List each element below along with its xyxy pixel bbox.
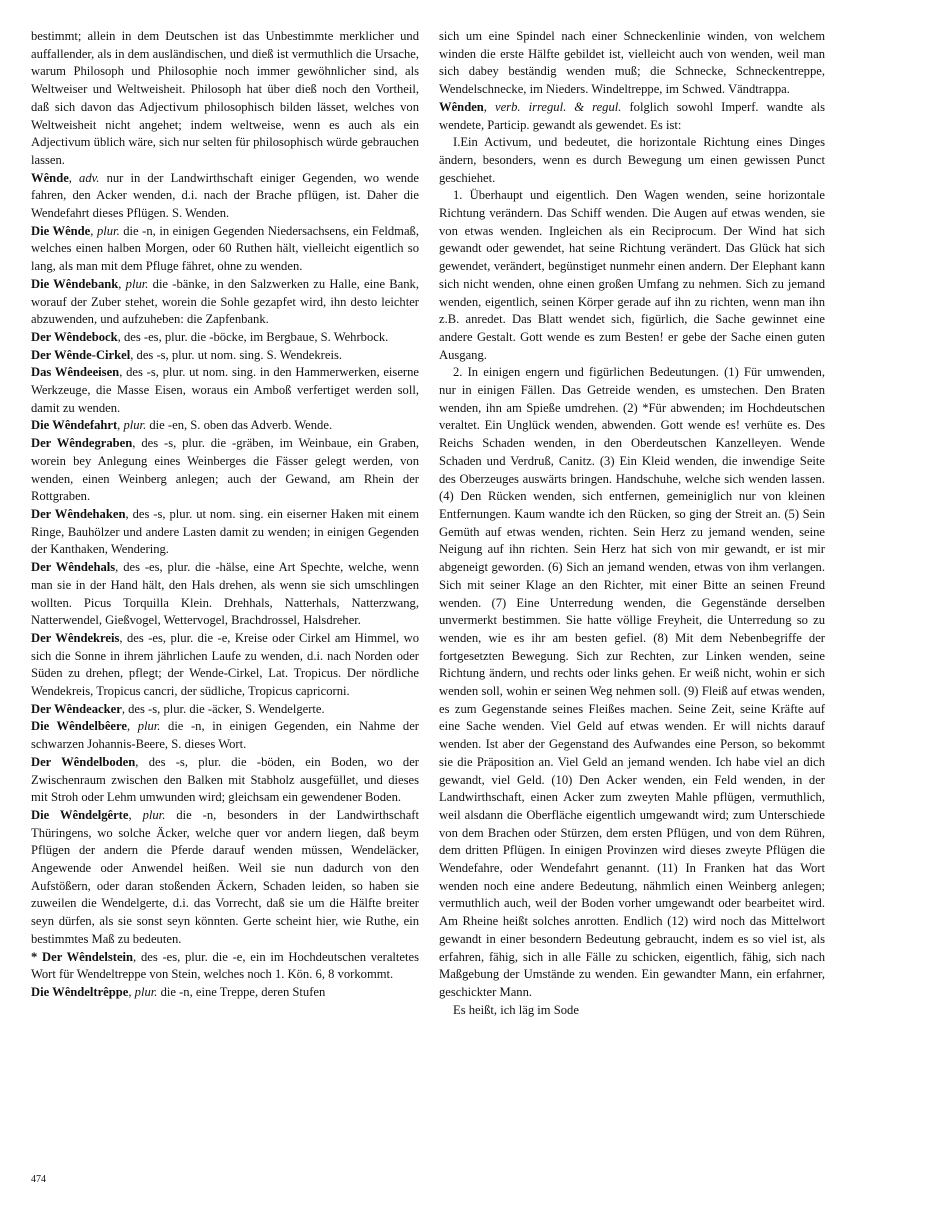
entry-text: die -n, in einigen Gegenden Niedersachsens, ein Feldmaß, welches einen halben Morgen, oder 60 Ruthen hält, vielleicht eigentlich so lang, als man mit dem Pfluge fähret, ohne zu wenden.	[31, 223, 419, 274]
entry-text: die -n, eine Treppe, deren Stufen	[160, 984, 326, 999]
dictionary-entry: Der Wêndehaken, des -s, plur. ut nom. sing. ein eiserner Haken mit einem Ringe, Bauhölzer und andere Lasten damit zu wenden; in einigen Gegenden der Kanthaken, Wendering.	[31, 506, 419, 557]
entry-text: des -s, plur. die -böden, ein Boden, wo der Zwischenraum zwischen den Balken mit Stabholz ausgefüllet, und dieses mit Stroh oder Lehm umwunden wird; gleichsam ein gewendener Boden.	[31, 754, 419, 805]
grammar-note: adv.	[79, 170, 100, 185]
entry-text: die -en, S. oben das Adverb. Wende.	[149, 418, 333, 433]
dictionary-entry: Wênde, adv. nur in der Landwirthschaft einiger Gegenden, wo wende fahren, den Acker wenden, d.i. nach der Brache pflügen, ist. Daher die Wendefahrt dieses Pflügen. S. Wenden.	[31, 170, 419, 221]
entry-text: des -es, plur. die -böcke, im Bergbaue, S. Wehrbock.	[123, 329, 389, 344]
dictionary-entry: Die Wênde, plur. die -n, in einigen Gegenden Niedersachsens, ein Feldmaß, welches einen halben Morgen, oder 60 Ruthen hält, vielleicht eigentlich so lang, als man mit dem Pfluge fähret, ohne zu wenden.	[31, 223, 419, 274]
grammar-note: plur.	[123, 418, 147, 433]
grammar-note: verb. irregul. & regul.	[495, 99, 622, 114]
headword: Die Wêndebank	[31, 276, 119, 291]
dictionary-entry: Der Wêndeacker, des -s, plur. die -äcker, S. Wendelgerte.	[31, 701, 325, 716]
headword: Der Wêndeacker	[31, 701, 122, 716]
entry-text: bestimmt; allein in dem Deutschen ist das Unbestimmte merklicher und auffallender, als in dem ausländischen, und dieß ist vermuthlich die Ursache, warum Philosoph und Philosophie noch immer gewöhnlicher sind, als Weltweiser und Weltweisheit. Philosoph hat über dieß noch den Vortheil, daß sich davon das Adjectivum philosophisch bilden lässet, welches von Weltweisheit nicht angehet; indem weltweise, wenn es auch als ein Adjectivum üblich wäre, sich nur selten für philosophisch würde gebrauchen lassen.	[31, 29, 419, 167]
dictionary-entry: Der Wêndekreis, des -es, plur. die -e, Kreise oder Cirkel am Himmel, wo sich die Sonne in ihrem jährlichen Laufe zu wenden, d.i. nach Norden oder Süden zu drehen, pflegt; der Wende-Cirkel, Lat. Tropicus. Der nördliche Wendekreis, Tropicus cancri, der südliche, Tropicus capricorni.	[31, 630, 420, 699]
dictionary-entry: Der Wêndehals, des -es, plur. die -hälse, eine Art Spechte, welche, wenn man sie in der Hand hält, den Hals drehen, als wenn sie sich umschlingen wollten. Picus Torquilla Klein. Drehhals, Natterhals, Natterzwang, Natterwendel, Gießvogel, Wettervogel, Brachdrossel, Halsdreher.	[31, 560, 420, 628]
headword: Der Wêndekreis	[31, 630, 120, 645]
entry-text: des -s, plur. ut nom. sing. S. Wendekreis.	[136, 347, 343, 362]
dictionary-entry: Die Wêndelbêere, plur. die -n, in einigen Gegenden, ein Nahme der schwarzen Johannis-Beere, S. dieses Wort.	[31, 719, 419, 752]
grammar-note: plur.	[142, 807, 166, 822]
paragraph	[439, 187, 825, 364]
dictionary-entry: Die Wêndebank, plur. die -bänke, in den Salzwerken zu Halle, eine Bank, worauf der Zuber stehet, worein die Sohle gezapfet wird, ihn desto leichter abzuwenden, und aufzuheben: die Zapfenbank.	[31, 276, 419, 327]
headword: Das Wêndeeisen	[31, 365, 120, 380]
entry-text: 1. Überhaupt und eigentlich. Den Wagen wenden, seine horizontale Richtung verändern. Das Schiff wenden. Die Augen auf etwas wenden, sie von etwas wenden. Ingleichen als ein Reciprocum. Der Wind hat sich gewandt oder gewendet, hat seine Richtung verändert. Das Glück hat sich gewendet, verändert, begünstiget nunmehr einen andern. Der Elephant kann sich nicht wenden, ohne einen großen Umfang zu nehmen. Sich zu jemand wenden, eigentlich, seinen Körper gerade auf ihn zu richten, wenn man ihn z.B. anredet. Das Blatt wendet sich, figürlich, die Sache gewinnet eine andere Gestalt. Gott wende es zum Besten! er gebe der Sache einen guten Ausgang.	[439, 188, 825, 362]
dictionary-entry: * Der Wêndelstein, des -es, plur. die -e, ein im Hochdeutschen veraltetes Wort für Wendeltreppe von Stein, welches noch 1. Kön. 6, 8 vorkommt.	[31, 949, 420, 982]
grammar-note: plur.	[96, 223, 120, 238]
dictionary-entry: Der Wênde-Cirkel, des -s, plur. ut nom. sing. S. Wendekreis.	[31, 347, 343, 362]
headword: Der Wêndehals	[31, 560, 116, 575]
entry-text: des -es, plur. die -e, Kreise oder Cirkel am Himmel, wo sich die Sonne in ihrem jährlichen Laufe zu wenden, d.i. nach Norden oder Süden zu drehen, pflegt; der Wende-Cirkel, Lat. Tropicus. Der nördliche Wendekreis, Tropicus cancri, der südliche, Tropicus capricorni.	[31, 630, 420, 699]
dictionary-entry: Das Wêndeeisen, des -s, plur. ut nom. sing. in den Hammerwerken, eiserne Werkzeuge, die Masse Eisen, woraus ein Amboß verfertiget werden soll, damit zu wenden.	[31, 365, 420, 415]
entry-text: des -es, plur. die -hälse, eine Art Spechte, welche, wenn man sie in der Hand hält, den Hals drehen, als wenn sie sich umschlingen wollten. Picus Torquilla Klein. Drehhals, Natterhals, Natterzwang, Natterwendel, Gießvogel, Wettervogel, Brachdrossel, Halsdreher.	[31, 560, 420, 628]
dictionary-entry: Der Wêndelboden, des -s, plur. die -böden, ein Boden, wo der Zwischenraum zwischen den Balken mit Stabholz ausgefüllet, und dieses mit Stroh oder Lehm umwunden wird; gleichsam ein gewendener Boden.	[31, 754, 419, 805]
paragraph	[439, 364, 825, 1001]
headword: Die Wêndelgêrte	[31, 807, 129, 822]
paragraph	[439, 134, 825, 187]
dictionary-entry: Die Wêndeltrêppe, plur. die -n, eine Treppe, deren Stufen	[31, 984, 326, 999]
grammar-note: plur.	[137, 719, 161, 734]
headword: Wênde	[31, 170, 69, 185]
entry-text: die -n, in einigen Gegenden, ein Nahme der schwarzen Johannis-Beere, S. dieses Wort.	[31, 719, 419, 752]
entry-text: des -s, plur. ut nom. sing. in den Hammerwerken, eiserne Werkzeuge, die Masse Eisen, woraus ein Amboß verfertiget werden soll, damit zu wenden.	[31, 365, 420, 415]
headword: Der Wênde-Cirkel	[31, 347, 131, 362]
headword: Der Wêndehaken	[31, 506, 126, 521]
page-number: 474	[31, 1174, 46, 1185]
headword: Die Wêndeltrêppe	[31, 984, 129, 999]
headword: * Der Wêndelstein	[31, 949, 134, 964]
dictionary-entry: Der Wêndebock, des -es, plur. die -böcke, im Bergbaue, S. Wehrbock.	[31, 329, 389, 344]
entry-text: die -bänke, in den Salzwerken zu Halle, eine Bank, worauf der Zuber stehet, worein die Sohle gezapfet wird, ihn desto leichter abzuwenden, und aufzuheben: die Zapfenbank.	[31, 276, 419, 327]
dictionary-entry	[439, 28, 825, 99]
grammar-note: plur.	[125, 276, 149, 291]
entry-text: folglich sowohl Imperf. wandte als wendete, Particip. gewandt als gewendet. Es ist:	[439, 99, 825, 132]
entry-text: des -s, plur. ut nom. sing. ein eiserner Haken mit einem Ringe, Bauhölzer und andere Lasten damit zu wenden; in einigen Gegenden der Kanthaken, Wendering.	[31, 506, 419, 557]
headword: Die Wênde	[31, 223, 91, 238]
entry-text: des -s, plur. die -äcker, S. Wendelgerte.	[128, 701, 325, 716]
entry-text: sich um eine Spindel nach einer Schneckenlinie winden, von welchem winden die erste Hälfte gebildet ist, vielleicht auch von wenden, weil man sich dabey beständig wenden muß; die Schnecke, Schneckentreppe, Wendelschnecke, im Nieders. Windeltreppe, im Schwed. Vändtrappa.	[439, 29, 825, 97]
headword: Der Wêndelboden	[31, 754, 136, 769]
entry-text: nur in der Landwirthschaft einiger Gegenden, wo wende fahren, den Acker wenden, d.i. nach der Brache pflügen, ist. Daher die Wendefahrt dieses Pflügen. S. Wenden.	[31, 170, 419, 221]
headword: Die Wêndelbêere	[31, 719, 127, 734]
headword: Der Wêndegraben	[31, 436, 133, 451]
dictionary-entry: Die Wêndelgêrte, plur. die -n, besonders in der Landwirthschaft Thüringens, wo solche Äcker, welche quer vor andern liegen, daß beym Pflügen der andern die Pferde darauf wenden müssen, Wendeläcker, Angewende oder Anwendel heißen. Weil sie nun dadurch von den Aufstößern, oder daran stoßenden Äckern, Schaden leiden, so haben sie zuweilen die Wendelgerte, d.i. das Vorrecht, daß sie um die Hälfte breiter seyn dürfen, als sie sonst seyn könnten. Gerte scheint hier, wie Ruthe, ein bestimmtes Maß zu bedeuten.	[31, 807, 419, 946]
headword: Der Wêndebock	[31, 329, 118, 344]
dictionary-entry	[31, 28, 419, 170]
dictionary-entry: Der Wêndegraben, des -s, plur. die -gräben, im Weinbaue, ein Graben, worein bey Anlegung eines Weinberges die Fässer gelegt werden, von wenden, einen Weinberg anlegen; auch der Gewand, am Rhein der Rottgraben.	[31, 436, 420, 504]
headword: Wênden	[439, 99, 484, 114]
right-column	[439, 28, 825, 1019]
grammar-note: plur.	[134, 984, 158, 999]
entry-text: die -n, besonders in der Landwirthschaft Thüringens, wo solche Äcker, welche quer vor andern liegen, daß beym Pflügen der andern die Pferde darauf wenden müssen, Wendeläcker, Angewende oder Anwendel heißen. Weil sie nun dadurch von den Aufstößern, oder daran stoßenden Äckern, Schaden leiden, so haben sie zuweilen die Wendelgerte, d.i. das Vorrecht, daß sie um die Hälfte breiter seyn dürfen, als sie sonst seyn könnten. Gerte scheint hier, wie Ruthe, ein bestimmtes Maß zu bedeuten.	[31, 807, 419, 946]
entry-text: 2. In einigen engern und figürlichen Bedeutungen. (1) Für umwenden, nur in einigen Fällen. Das Getreide wenden, es umstechen. Den Braten wenden, ihn am Spieße umdrehen. (2) *Für abwenden; im Hochdeutschen veraltet. Ein Unglück wenden, abwenden. Gott wende es! verhüte es. Des Reichs Schaden wenden, in den Oberdeutschen Kanzelleyen. Wende Schaden und Verdruß, Canitz. (3) Ein Kleid wenden, die inwendige Seite des Oberzeuges auswärts bringen. Handschuhe, welche sich wenden lassen. (4) Den Rücken wenden, sich entfernen, gemeiniglich nur von kleinen Entfernungen. Kaum wandte ich den Rücken, so ging der Streit an. (5) Sein Gemüth auf etwas wenden, richten. Sein Herz zu jemand wenden, seine Neigung auf ihn richten. Sein Herz hat sich von mir gewandt, er ist mir abgeneigt geworden. (6) Sich an jemand wenden, etwas von ihm verlangen. Sich mit seiner Klage an den Richter, mit einer Bitte an seinen Freund wenden. (7) Eine Unterredung wenden, die Gegenstände derselben unvermerkt bestimmen. Sie hatte völlige Freyheit, die Unterredung so zu wenden, wie es ihr am besten gefiel. (8) Mit dem Nebenbegriffe der fortgesetzten Bewegung. Sich zur Rechten, zur Linken wenden, seine Richtung ändern, und rechts oder links gehen. Er weiß nicht, wohin er sich wenden soll, wohin er seinen Weg nehmen soll. (9) Fleiß auf etwas wenden, es zum Gegenstande seines Fleißes machen. Seine Zeit, seine Kräfte auf eine Sache wenden. Viel Geld auf etwas wenden. Er will nichts darauf wenden. Ist aber der Gegenstand des Aufwandes eine Person, so bekommt sie die Präposition an. Viel Geld an jemand wenden. Ich habe viel an dich gewandt, viel Geld. (10) Den Acker wenden, ein Feld wenden, in der Landwirthschaft, einen Acker zum zweyten Mahle pflügen, vermuthlich, weil alsdann die Oberfläche eigentlich umgewandt wird; zum Unterschiede von dem Brachen oder Stürzen, dem ersten Pflügen, und von dem Rühren, dem dritten Pflügen. In einigen Provinzen wird dieses zweyte Pflügen die Wendefahre, oder Wendefahrt genannt. (11) In Franken hat das Wort wenden noch eine andere Bedeutung, nähmlich einen Weinberg anlegen; vermuthlich auch, weil der Boden vorher umgewandt oder bearbeitet wird. Am Rheine heißt solches anrotten. Endlich (12) wird noch das Mittelwort gewandt in einer besondern Bedeutung gebraucht, indem es so viel ist, als erfahren, fähig, sich in alle Fälle zu schicken, eigentlich, fähig, sich nach Maßgebung der Umstände zu wenden. Ein gewandter Mann, ein erfahrner, geschickter Mann.	[439, 365, 825, 999]
left-column	[31, 28, 419, 1002]
entry-text: Es heißt, ich läg im Sode	[453, 1002, 579, 1017]
entry-text: des -s, plur. die -gräben, im Weinbaue, ein Graben, worein bey Anlegung eines Weinberges die Fässer gelegt werden, von wenden, einen Weinberg anlegen; auch der Gewand, am Rhein der Rottgraben.	[31, 436, 420, 504]
headword: Die Wêndefahrt	[31, 418, 118, 433]
entry-text: I.Ein Activum, und bedeutet, die horizontale Richtung eines Dinges ändern, besonders, wenn es durch Bewegung um einen gewissen Punct geschiehet.	[439, 135, 825, 185]
entry-text: des -es, plur. die -e, ein im Hochdeutschen veraltetes Wort für Wendeltreppe von Stein, welches noch 1. Kön. 6, 8 vorkommt.	[31, 949, 420, 982]
paragraph	[439, 1002, 825, 1020]
dictionary-entry: Wênden, verb. irregul. & regul. folglich sowohl Imperf. wandte als wendete, Particip. gewandt als gewendet. Es ist:	[439, 99, 825, 132]
dictionary-entry: Die Wêndefahrt, plur. die -en, S. oben das Adverb. Wende.	[31, 418, 333, 433]
